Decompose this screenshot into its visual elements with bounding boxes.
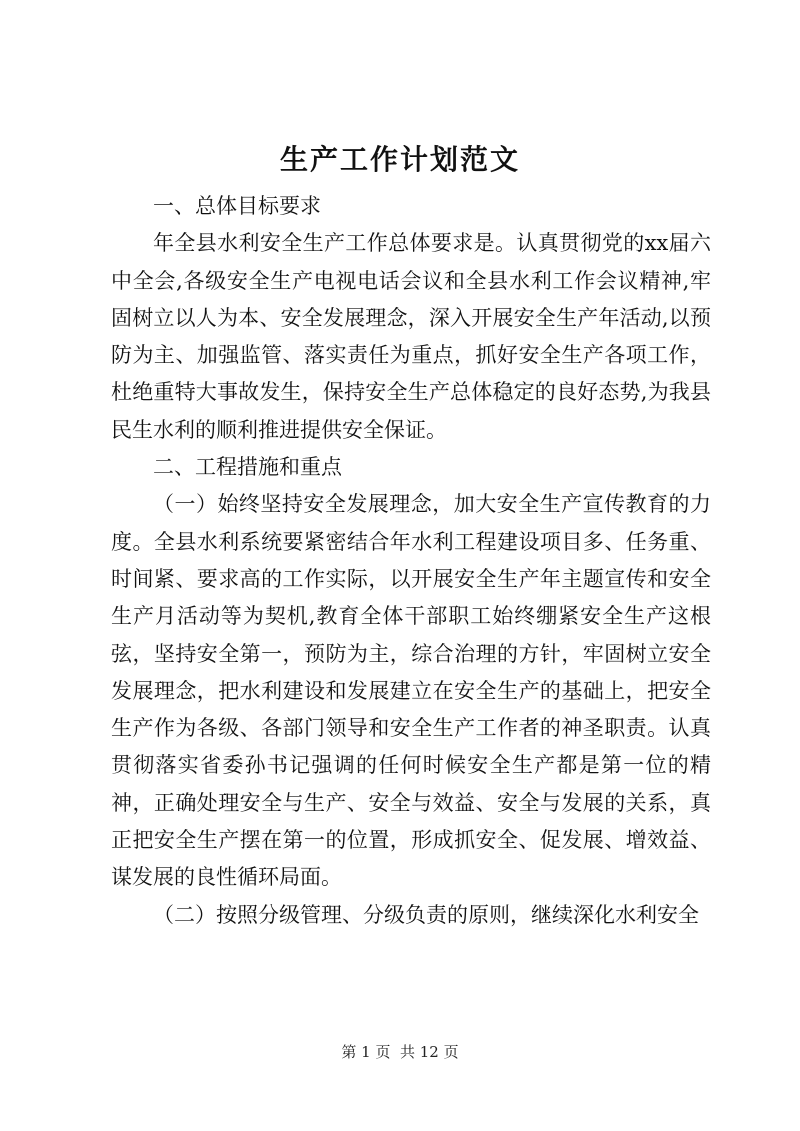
paragraph-measure-1: （一）始终坚持安全发展理念，加大安全生产宣传教育的力度。全县水利系统要紧密结合年水利工程建设项目多、任务重、时间紧、要求高的工作实际，以开展安全生产年主题宣传和安全生产月活动等为契机,教育全体干部职工始终绷紧安全生产这根弦，坚持安全第一，预防为主，综合治理的方针，牢固树立安全发展理念，把水利建设和发展建立在安全生产的基础上，把安全生产作为各级、各部门领导和安全生产工作者的神圣职责。认真贯彻落实省委孙书记强调的任何时候安全生产都是第一位的精神，正确处理安全与生产、安全与效益、安全与发展的关系，真正把安全生产摆在第一的位置，形成抓安全、促发展、增效益、谋发展的良性循环局面。 (111, 492, 711, 890)
paragraph-measure-2: （二）按照分级管理、分级负责的原则，继续深化水利安全 (153, 902, 699, 927)
section-heading-2: 二、工程措施和重点 (153, 455, 342, 480)
page-footer (0, 1042, 800, 1062)
paragraph-overall-goals: 年全县水利安全生产工作总体要求是。认真贯彻党的xx届六中全会,各级安全生产电视电话会议和全县水利工作会议精神,牢固树立以人为本、安全发展理念，深入开展安全生产年活动,以预防为主、加强监管、落实责任为重点，抓好安全生产各项工作，杜绝重特大事故发生，保持安全生产总体稳定的良好态势,为我县民生水利的顺利推进提供安全保证。 (111, 231, 711, 442)
section-heading-1: 一、总体目标要求 (153, 194, 321, 218)
page-number-label: 第 1 页 共 12 页 (341, 1043, 459, 1061)
document-title: 生产工作计划范文 (279, 143, 520, 176)
document-body (111, 188, 711, 934)
